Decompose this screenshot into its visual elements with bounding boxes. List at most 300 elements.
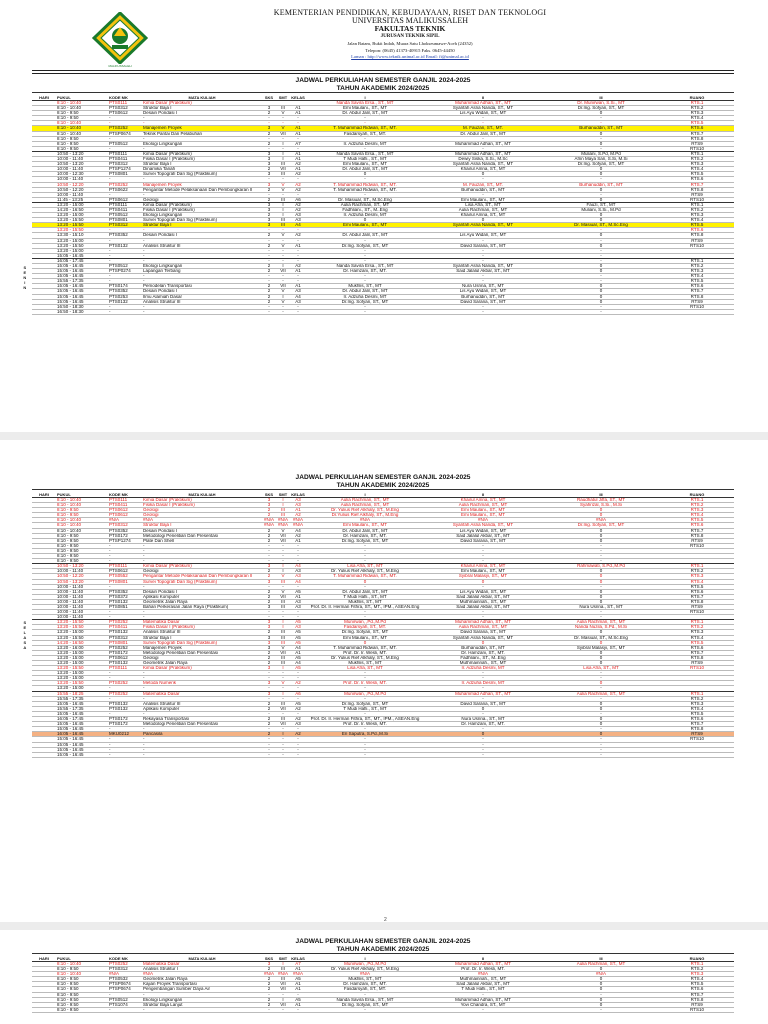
cell-sks: - bbox=[262, 615, 276, 620]
cell-ruang: RTS.4 bbox=[660, 218, 734, 223]
cell-d1: - bbox=[306, 279, 424, 284]
cell-time: 8:10 - 9:50 bbox=[56, 982, 108, 987]
cell-d2: David Sarana, ST., MT bbox=[424, 538, 542, 543]
cell-sks: - bbox=[262, 253, 276, 258]
cell-d2: - bbox=[424, 279, 542, 284]
cell-mk: Desain Pondasi I bbox=[142, 233, 262, 238]
column-header-ruang: RUANG bbox=[660, 954, 734, 962]
cell-ruang: RTS.8 bbox=[660, 533, 734, 538]
cell-time: 8:10 - 9:50 bbox=[56, 992, 108, 997]
cell-mk: Analisis Struktur III bbox=[142, 243, 262, 248]
cell-mk: Matematika Dasar bbox=[142, 691, 262, 696]
cell-mk: Struktur Baja I bbox=[142, 635, 262, 640]
cell-d1: Fasdarsyah, ST., MT. bbox=[306, 131, 424, 136]
cell-mk: - bbox=[142, 548, 262, 553]
cell-kelas: #N/A bbox=[290, 972, 306, 977]
cell-d2: Lis Ayu Widari, ST., MT bbox=[424, 111, 542, 116]
cell-kode: PTS0612 bbox=[108, 569, 142, 574]
cell-kelas: - bbox=[290, 711, 306, 716]
cell-d2: - bbox=[424, 671, 542, 676]
cell-smt: V bbox=[276, 187, 290, 192]
cell-ruang: RTS.7 bbox=[660, 650, 734, 655]
cell-d1: - bbox=[306, 136, 424, 141]
cell-d3: - bbox=[542, 548, 660, 553]
cell-sks: 3 bbox=[262, 207, 276, 212]
cell-smt: VII bbox=[276, 706, 290, 711]
day-cell bbox=[32, 309, 56, 314]
cell-d3: - bbox=[542, 192, 660, 197]
cell-d2: Syarifah Asria Nanda, ST., MT bbox=[424, 264, 542, 269]
cell-kelas: - bbox=[290, 258, 306, 263]
cell-kode: PTS0512 bbox=[108, 141, 142, 146]
cell-smt: V bbox=[276, 299, 290, 304]
cell-smt: - bbox=[276, 248, 290, 253]
cell-kode: PTS0252 bbox=[108, 620, 142, 625]
column-header-kode: KODE MK bbox=[108, 954, 142, 962]
cell-ruang: RTS10 bbox=[660, 1007, 734, 1012]
cell-time: 10:00 - 11:40 bbox=[56, 594, 108, 599]
cell-ruang: RTS.6 bbox=[660, 589, 734, 594]
cell-kelas: A3 bbox=[290, 503, 306, 508]
cell-mk: - bbox=[142, 309, 262, 314]
cell-kelas: A1 bbox=[290, 538, 306, 543]
cell-time: 10:50 - 12:20 bbox=[56, 182, 108, 187]
cell-smt: - bbox=[276, 258, 290, 263]
cell-kode: PTS0172 bbox=[108, 533, 142, 538]
cell-d2: Khairul Amna, ST., MT bbox=[424, 167, 542, 172]
cell-time: 8:10 - 10:40 bbox=[56, 106, 108, 111]
cell-d1: Dr. Yulius Rief Alkhaly, ST., M.Eng bbox=[306, 967, 424, 972]
cell-ruang: RTS.3 bbox=[660, 111, 734, 116]
cell-sks: - bbox=[262, 192, 276, 197]
cell-kode: PTS0612 bbox=[108, 197, 142, 202]
cell-sks: 2 bbox=[262, 289, 276, 294]
cell-d1: - bbox=[306, 116, 424, 121]
cell-d3: - bbox=[542, 146, 660, 151]
cell-smt: #N/A bbox=[277, 522, 288, 528]
cell-smt: - bbox=[276, 559, 290, 564]
cell-time: 10:50 - 13:20 bbox=[56, 579, 108, 584]
cell-kode: - bbox=[108, 559, 142, 564]
cell-sks: 2 bbox=[262, 528, 276, 533]
cell-kelas: A1 bbox=[290, 269, 306, 274]
cell-d2: Nura Usrina., ST., MT bbox=[424, 717, 542, 722]
cell-smt: III bbox=[276, 106, 290, 111]
cell-ruang: RTS.1 bbox=[660, 564, 734, 569]
column-header-d2: II bbox=[424, 93, 542, 101]
cell-sks: 2 bbox=[262, 997, 276, 1002]
cell-kode: PTS0411 bbox=[108, 503, 142, 508]
cell-d3: Dr. Munirwan, S.Si., MT bbox=[542, 101, 660, 106]
cell-smt: I bbox=[276, 264, 290, 269]
cell-d3: 0 bbox=[542, 650, 660, 655]
cell-kelas: - bbox=[290, 752, 306, 757]
cell-sks: #N/A bbox=[263, 971, 274, 977]
cell-mk: - bbox=[142, 274, 262, 279]
cell-ruang: RTS.8 bbox=[660, 599, 734, 604]
cell-kelas: - bbox=[290, 228, 306, 233]
cell-time: 10:50 - 12:20 bbox=[56, 574, 108, 579]
cell-d2: - bbox=[424, 543, 542, 548]
cell-d2: Emi Maulani., ST., MT bbox=[424, 513, 542, 518]
cell-kode: PTS0851 bbox=[108, 604, 142, 609]
cell-kelas: - bbox=[290, 192, 306, 197]
cell-smt: - bbox=[276, 554, 290, 559]
cell-kelas: - bbox=[290, 146, 306, 151]
cell-smt: - bbox=[276, 548, 290, 553]
cell-ruang: RTS.4 bbox=[660, 274, 734, 279]
cell-d3: 0 bbox=[542, 717, 660, 722]
cell-d2: - bbox=[424, 742, 542, 747]
cell-kelas: A5 bbox=[290, 977, 306, 982]
cell-d1: T. Muhammad Ridwan, ST., MT. bbox=[306, 187, 424, 192]
cell-d3: 0 bbox=[542, 589, 660, 594]
cell-d2: Syarifah Asria Nanda, ST., MT bbox=[424, 523, 542, 528]
cell-time: 13:20 - 15:00 bbox=[56, 671, 108, 676]
cell-time: 15:05 - 16:45 bbox=[56, 274, 108, 279]
cell-sks: 3 bbox=[262, 645, 276, 650]
cell-time: 13:20 - 15:50 bbox=[56, 681, 108, 686]
cell-sks: - bbox=[262, 121, 276, 126]
cell-mk: Pemodelan Transportasi bbox=[142, 284, 262, 289]
cell-d1: Fasdarsyah, ST., MT. bbox=[306, 625, 424, 630]
cell-kode: PTS0132 bbox=[108, 599, 142, 604]
cell-mk: - bbox=[142, 238, 262, 243]
cell-smt: III bbox=[276, 967, 290, 972]
cell-d2: - bbox=[424, 615, 542, 620]
column-header-smt: SMT bbox=[276, 490, 290, 498]
cell-d2: Said Jalalul Akbar, ST., MT bbox=[424, 982, 542, 987]
cell-smt: VII bbox=[276, 650, 290, 655]
cell-mk: - bbox=[142, 584, 262, 589]
cell-kelas: A1 bbox=[290, 594, 306, 599]
cell-d2: - bbox=[424, 711, 542, 716]
cell-mk: Rekayasa Transportasi bbox=[142, 717, 262, 722]
cell-smt: - bbox=[276, 686, 290, 691]
cell-smt: - bbox=[276, 116, 290, 121]
cell-d3: - bbox=[542, 309, 660, 314]
cell-d3: - bbox=[542, 279, 660, 284]
cell-mk: - bbox=[142, 747, 262, 752]
cell-mk: Survei Topografi Dan Sig (Praktikum) bbox=[142, 172, 262, 177]
cell-d1: Aulia Rachman, ST., MT bbox=[306, 503, 424, 508]
cell-ruang: RTS.3 bbox=[660, 269, 734, 274]
cell-smt: I bbox=[276, 997, 290, 1002]
cell-ruang: RTS.5 bbox=[660, 172, 734, 177]
cell-d2: Prof. Dr. Ir. Wesli, MT. bbox=[424, 967, 542, 972]
cell-d3: - bbox=[542, 136, 660, 141]
cell-kelas: A2 bbox=[290, 233, 306, 238]
cell-sks: 3 bbox=[262, 666, 276, 671]
cell-time: 13:20 - 15:50 bbox=[56, 620, 108, 625]
cell-mk: Struktur Baja I bbox=[142, 523, 262, 528]
cell-mk: - bbox=[142, 742, 262, 747]
cell-kelas: - bbox=[290, 737, 306, 742]
schedule-title-line1: JADWAL PERKULIAHAN SEMESTER GANJIL 2024-2025 bbox=[295, 77, 471, 84]
cell-kelas: A5 bbox=[290, 666, 306, 671]
cell-ruang: RTS.8 bbox=[660, 136, 734, 141]
cell-d2: - bbox=[424, 554, 542, 559]
cell-mk: - bbox=[142, 248, 262, 253]
cell-smt: V bbox=[276, 289, 290, 294]
cell-d3: - bbox=[542, 671, 660, 676]
cell-mk: - bbox=[142, 727, 262, 732]
cell-smt: V bbox=[276, 233, 290, 238]
cell-d3: Burhanuddin, ST., MT bbox=[542, 126, 660, 131]
cell-mk: - bbox=[142, 228, 262, 233]
cell-d2: - bbox=[424, 752, 542, 757]
cell-time: 8:10 - 9:50 bbox=[56, 1007, 108, 1012]
cell-sks: 3 bbox=[262, 564, 276, 569]
cell-d3: Rahmawati, S.Pd.,M.Pd bbox=[542, 564, 660, 569]
cell-sks: 2 bbox=[262, 264, 276, 269]
cell-d3: Fauzi, ST., MT bbox=[542, 202, 660, 207]
cell-kode: PTS0352 bbox=[108, 589, 142, 594]
cell-d1: T. Muhammad Ridwan, ST., MT. bbox=[306, 126, 424, 131]
cell-kode: PTS0532 bbox=[108, 977, 142, 982]
cell-sks: - bbox=[262, 554, 276, 559]
cell-d1: Dr. Abdul Jalil, ST., MT bbox=[306, 111, 424, 116]
cell-d1: Dr.Yulius Rief Alkhaly, ST., M.Eng bbox=[306, 513, 424, 518]
cell-kode: - bbox=[108, 309, 142, 314]
cell-time: 15:55 - 17:35 bbox=[56, 696, 108, 701]
cell-smt: III bbox=[276, 223, 290, 228]
cell-d3: 0 bbox=[542, 299, 660, 304]
cell-kode: PTS0172 bbox=[108, 717, 142, 722]
cell-kode: - bbox=[108, 136, 142, 141]
cell-d2: David Sarana, ST., MT bbox=[424, 299, 542, 304]
column-header-d3: III bbox=[542, 490, 660, 498]
cell-mk: Fisika Dasar I (Praktikum) bbox=[142, 157, 262, 162]
cell-d1: Mukhlis, ST., MT bbox=[306, 977, 424, 982]
cell-d2: 0 bbox=[424, 172, 542, 177]
cell-kode: PTS0132 bbox=[108, 701, 142, 706]
table-header-row bbox=[32, 490, 734, 498]
cell-mk: Kimia Dasar (Praktikum) bbox=[142, 101, 262, 106]
cell-kode: - bbox=[108, 752, 142, 757]
cell-ruang: RTS.7 bbox=[660, 289, 734, 294]
cell-ruang: RTS.5 bbox=[660, 640, 734, 645]
cell-smt: I bbox=[276, 625, 290, 630]
cell-time: 10:00 - 11:40 bbox=[56, 569, 108, 574]
cell-kelas: A1 bbox=[290, 243, 306, 248]
cell-d3: - bbox=[542, 543, 660, 548]
cell-d1: Dr. Hamzani, ST., MT. bbox=[306, 533, 424, 538]
cell-d3: 0 bbox=[542, 533, 660, 538]
cell-d2: Lisa Afra, ST., MT bbox=[424, 202, 542, 207]
cell-smt: - bbox=[276, 279, 290, 284]
cell-sks: 2 bbox=[262, 569, 276, 574]
cell-kelas: - bbox=[290, 615, 306, 620]
cell-d3: 0 bbox=[542, 681, 660, 686]
cell-sks: 2 bbox=[262, 508, 276, 513]
cell-ruang: RTS.3 bbox=[660, 508, 734, 513]
cell-ruang: RTS.6 bbox=[660, 228, 734, 233]
cell-smt: III bbox=[276, 172, 290, 177]
cell-ruang: RTS.6 bbox=[660, 126, 734, 131]
cell-d1: Dr. Abdul Jalil, ST., MT bbox=[306, 233, 424, 238]
cell-sks: 2 bbox=[262, 977, 276, 982]
cell-ruang: RTS9 bbox=[660, 299, 734, 304]
cell-sks: 3 bbox=[262, 681, 276, 686]
cell-d3: 0 bbox=[542, 982, 660, 987]
cell-kode: PTS0132 bbox=[108, 661, 142, 666]
cell-mk: - bbox=[142, 543, 262, 548]
cell-smt: III bbox=[276, 599, 290, 604]
cell-time: 16:50 - 18:30 bbox=[56, 309, 108, 314]
cell-sks: 2 bbox=[262, 655, 276, 660]
cell-kode: MKU0212 bbox=[108, 732, 142, 737]
cell-d1: T. Muhammad Ridwan, ST., MT. bbox=[306, 645, 424, 650]
cell-kode: PTS0111 bbox=[108, 564, 142, 569]
cell-smt: - bbox=[276, 228, 290, 233]
cell-d3: - bbox=[542, 238, 660, 243]
cell-smt: VII bbox=[276, 538, 290, 543]
cell-d2: Said Jalalul Akbar, ST., MT bbox=[424, 533, 542, 538]
cell-d2: - bbox=[424, 737, 542, 742]
cell-ruang: RTS.2 bbox=[660, 157, 734, 162]
cell-d2: - bbox=[424, 248, 542, 253]
cell-d1: Dr.Ing. Sofyan, ST., MT bbox=[306, 243, 424, 248]
cell-d1: Prof. Dr. Ir. Wesli, MT. bbox=[306, 722, 424, 727]
cell-d2: Muhammad Adhan, ST., MT bbox=[424, 691, 542, 696]
cell-time: 10:00 - 11:40 bbox=[56, 589, 108, 594]
cell-ruang: RTS.1 bbox=[660, 101, 734, 106]
cell-d1: Dr. Abdul Jalil, ST., MT bbox=[306, 289, 424, 294]
cell-mk: #N/A bbox=[142, 518, 262, 523]
cell-kode: PTS0252 bbox=[108, 182, 142, 187]
cell-d2: Said Jalalul Akbar, ST., MT bbox=[424, 594, 542, 599]
cell-d2: - bbox=[424, 177, 542, 182]
cell-kelas: A3 bbox=[290, 218, 306, 223]
cell-smt: III bbox=[276, 513, 290, 518]
column-header-d3: III bbox=[542, 93, 660, 101]
cell-time: 10:00 - 11:40 bbox=[56, 192, 108, 197]
cell-kelas: - bbox=[290, 584, 306, 589]
column-header-ruang: RUANG bbox=[660, 93, 734, 101]
cell-mk: Teknik Pantai Dan Pelabuhan bbox=[142, 131, 262, 136]
cell-d3: Syahrizal, S.Si., M.Si bbox=[542, 503, 660, 508]
cell-smt: I bbox=[276, 202, 290, 207]
cell-d2: - bbox=[424, 548, 542, 553]
cell-sks: 2 bbox=[262, 732, 276, 737]
cell-d1: - bbox=[306, 559, 424, 564]
cell-d2: Said Jalalul Akbar, ST., MT bbox=[424, 269, 542, 274]
cell-smt: - bbox=[276, 727, 290, 732]
cell-kode: - bbox=[108, 248, 142, 253]
cell-mk: Geometrik Jalan Raya bbox=[142, 977, 262, 982]
cell-kelas: - bbox=[290, 671, 306, 676]
cell-d1: - bbox=[306, 146, 424, 151]
cell-smt: VII bbox=[276, 131, 290, 136]
cell-mk: Desain Pondasi I bbox=[142, 111, 262, 116]
cell-d1: Dr. Hamzani, ST., MT. bbox=[306, 269, 424, 274]
cell-kode: PTS0411 bbox=[108, 625, 142, 630]
cell-d1: 0 bbox=[306, 640, 424, 645]
cell-sks: #N/A bbox=[263, 522, 274, 528]
column-header-kode: KODE MK bbox=[108, 93, 142, 101]
cell-kode: - bbox=[108, 548, 142, 553]
cell-d3: 0 bbox=[542, 218, 660, 223]
cell-d1: Ir. Adzuha Desmi, MT bbox=[306, 213, 424, 218]
cell-d2: - bbox=[424, 116, 542, 121]
cell-d1: Nanda Savira Ersa., ST., MT bbox=[306, 997, 424, 1002]
cell-d2: Syarifah Asria Nanda, ST., MT bbox=[424, 162, 542, 167]
cell-ruang: RTS.2 bbox=[660, 207, 734, 212]
cell-time: 15:05 - 16:45 bbox=[56, 727, 108, 732]
cell-time: 15:05 - 16:45 bbox=[56, 269, 108, 274]
cell-kelas: - bbox=[290, 279, 306, 284]
cell-ruang: RTS.8 bbox=[660, 655, 734, 660]
cell-smt: - bbox=[276, 1007, 290, 1012]
cell-d3: 0 bbox=[542, 111, 660, 116]
cell-smt: III bbox=[276, 162, 290, 167]
cell-time: 13:20 - 15:00 bbox=[56, 238, 108, 243]
cell-mk: Analisis Struktur III bbox=[142, 630, 262, 635]
cell-ruang: RTS.3 bbox=[660, 630, 734, 635]
cell-d3: 0 bbox=[542, 640, 660, 645]
cell-d1: - bbox=[306, 742, 424, 747]
cell-d2: - bbox=[424, 584, 542, 589]
cell-d1: Emi Maulani., ST., MT bbox=[306, 106, 424, 111]
cell-time: 8:10 - 9:50 bbox=[56, 977, 108, 982]
schedule-table bbox=[32, 489, 734, 758]
cell-d1: - bbox=[306, 686, 424, 691]
cell-smt: V bbox=[276, 182, 290, 187]
cell-kode: - bbox=[108, 676, 142, 681]
cell-ruang: RTS.4 bbox=[660, 116, 734, 121]
cell-ruang: RTS.2 bbox=[660, 625, 734, 630]
cell-kode: PTS0352 bbox=[108, 528, 142, 533]
cell-d1: - bbox=[306, 274, 424, 279]
cell-kelas: A1 bbox=[290, 967, 306, 972]
cell-kode: PTS0172 bbox=[108, 650, 142, 655]
cell-sks: - bbox=[262, 228, 276, 233]
cell-ruang: RTS9 bbox=[660, 538, 734, 543]
cell-d2: Muhammad Adhan, ST., MT bbox=[424, 151, 542, 156]
cell-sks: 3 bbox=[262, 218, 276, 223]
cell-kode: PTS0801 bbox=[108, 218, 142, 223]
cell-time: 15:05 - 16:45 bbox=[56, 253, 108, 258]
column-header-pukul: PUKUL bbox=[56, 490, 108, 498]
cell-kelas: A4 bbox=[290, 528, 306, 533]
cell-d2: - bbox=[424, 747, 542, 752]
cell-d2: Dewiy Siska, S.Si., M.Sc bbox=[424, 157, 542, 162]
cell-sks: 3 bbox=[262, 223, 276, 228]
cell-sks: 2 bbox=[262, 574, 276, 579]
cell-sks: 2 bbox=[262, 706, 276, 711]
cell-time: 15:05 - 16:45 bbox=[56, 742, 108, 747]
cell-mk: Survei Topografi Dan Sig (Praktikum) bbox=[142, 218, 262, 223]
cell-ruang: RTS10 bbox=[660, 543, 734, 548]
cell-smt: - bbox=[276, 737, 290, 742]
cell-mk: - bbox=[142, 177, 262, 182]
cell-d3: Dr. Masiuar, ST., M.Sc.Eng bbox=[542, 223, 660, 228]
cell-smt: III bbox=[276, 717, 290, 722]
cell-d3: 0 bbox=[542, 1002, 660, 1007]
cell-d1: - bbox=[306, 1007, 424, 1012]
cell-time: 8:10 - 9:50 bbox=[56, 513, 108, 518]
cell-time: 15:05 - 16:45 bbox=[56, 722, 108, 727]
cell-smt: III bbox=[276, 655, 290, 660]
cell-sks: 3 bbox=[262, 962, 276, 967]
cell-time: 8:10 - 9:50 bbox=[56, 554, 108, 559]
cell-d1: 0 bbox=[306, 579, 424, 584]
cell-smt: - bbox=[276, 304, 290, 309]
cell-time: 13:20 - 15:50 bbox=[56, 635, 108, 640]
cell-d2: - bbox=[424, 696, 542, 701]
cell-mk: Ekologi Lingkungan bbox=[142, 264, 262, 269]
